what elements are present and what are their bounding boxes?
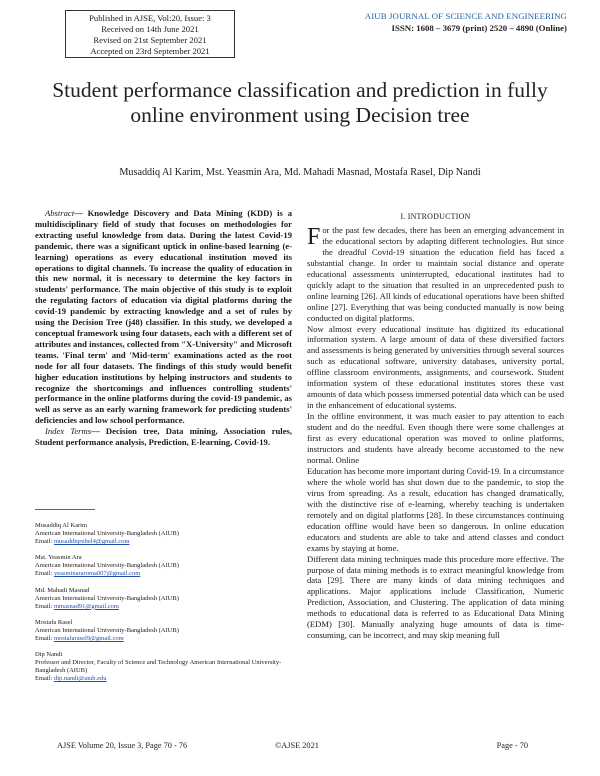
index-terms-label: Index Terms xyxy=(45,426,92,437)
abstract-section xyxy=(35,208,292,448)
affiliation-entry: Md. Mahadi Masnad American International University-Bangladesh (AIUB) Email: mmasnad91@gmail.com xyxy=(35,587,292,611)
affiliation-org: American International University-Bangladesh (AIUB) xyxy=(35,594,179,602)
affiliation-org: Professor and Director, Faculty of Science and Technology American International University-Bangladesh (AIUB) xyxy=(35,659,282,675)
intro-paragraph: Different data mining techniques made this procedure more effective. The purpose of data mining methods is to extract meaningful knowledge from data [29]. There are many kinds of data mining techniques and applications. Major applications include Classification, Numeric Prediction, Association, and Clustering. The application of data mining methods to educational data is referred to as Educational Data Mining (EDM) [30]. Manually analyzing huge amounts of data is time-consuming, can be incorrect, and may skip meaning full xyxy=(307,553,564,641)
index-terms-text: — Decision tree, Data mining, Association rules, Student performance analysis, Prediction, E-learning, Covid-19. xyxy=(35,426,293,448)
footer-volume: AJSE Volume 20, Issue 3, Page 70 - 76 xyxy=(57,741,188,750)
journal-header xyxy=(365,11,567,34)
intro-paragraph: Education has become more important during Covid-19. In a circumstance where the whole world has shut down due to the pandemic, to stop the virus from spreading. As a result, education has changed dramatically, with the distinctive rise of e-learning, whereby teaching is undertaken remotely and on digital platforms [28]. In these circumstances continuing education offline would have been so dangerous. In online education educators and students are able to take and attend classes and conduct exams by staying at home. xyxy=(307,465,564,553)
abstract-label: Abstract xyxy=(45,208,75,218)
journal-name: AIUB JOURNAL OF SCIENCE AND ENGINEERING xyxy=(364,11,567,21)
introduction-section xyxy=(307,212,564,641)
affiliation-entry: Mst. Yeasmin Ara American International University-Bangladesh (AIUB) Email: yeasminararoma007@gmail.com xyxy=(35,554,292,578)
affiliation-entry: Dip Nandi Professor and Director, Faculty of Science and Technology American International University-Bangladesh (AIUB) Email: dip.nandi@aiub.edu xyxy=(35,651,292,683)
affiliation-org: American International University-Bangladesh (AIUB) xyxy=(35,530,179,538)
email-link[interactable]: dip.nandi@aiub.edu xyxy=(53,675,107,683)
affiliation-name: Mostafa Rasel xyxy=(35,618,73,626)
intro-paragraph: For the past few decades, there has been an emerging advancement in the educational sectors by adapting different technologies. But since the dreadful Covid-19 situation the education field has faced a substantial change. In order to maintain social distance and operate educational assessments uninterrupted, educational institutes had to quickly adapt to the situation that resulted in an unprecedented push to online learning [26]. All kinds of educational operations have been shifted online [27]. Everything that was being conducted manually is now being conducted on digital platforms. xyxy=(307,223,564,323)
affiliation-divider xyxy=(35,509,95,510)
index-terms-paragraph xyxy=(35,426,292,448)
affiliation-entry: Mostafa Rasel American International University-Bangladesh (AIUB) Email: mostafarasel9@gmail.com xyxy=(35,619,292,643)
affiliation-org: American International University-Bangladesh (AIUB) xyxy=(35,562,179,570)
email-link[interactable]: yeasminararoma007@gmail.com xyxy=(53,570,141,578)
affiliation-name: Md. Mahadi Masnad xyxy=(35,586,90,594)
abstract-paragraph xyxy=(35,208,292,426)
accepted-date: Accepted on 23rd September 2021 xyxy=(90,46,210,56)
received-date: Received on 14th June 2021 xyxy=(101,24,199,34)
affiliation-entry: Musaddiq Al Karim American International University-Bangladesh (AIUB) Email: musaddiqrubel4@gmail.com xyxy=(35,522,292,546)
intro-paragraph: In the offline environment, it was much easier to pay attention to each student and do the needful. Even though there were some challenges at first as every educational operation was moved to online platforms, instructors and students have already become accustomed to the new normal. Online xyxy=(307,411,564,465)
abstract-text: — Knowledge Discovery and Data Mining (KDD) is a multidisciplinary field of study that focuses on methodologies for extracting useful knowledge from data. During the latest Covid-19 pandemic, there was a significant uptick in online-based learning (e-learning) operations as every educational institution moved its operations to digital channels. To increase the quality of education in this new normal, it is necessary to determine the key factors in students' performance. The main objective of this study is to exploit the regulating factors of education via digital platforms during the covid-19 pandemic by extracting knowledge and a set of rules by using the Decision Tree (j48) classifier. In this study, we developed a conceptual framework using four datasets, each with a different set of attributes and instances, collected from "X-University" and Microsoft teams. 'Final term' and 'Mid-term' examinations acted as the root node for all four datasets. The findings of this study would benefit higher education institutions by helping instructors and students to recognize the shortcomings and influences controlling students' performance in the online platforms during the covid-19 pandemic, as well as serve as an early warning framework for predicting students' deficiencies and low school performance. xyxy=(35,208,292,426)
footer-page: Page - 70 xyxy=(496,741,528,750)
intro-paragraph: Now almost every educational institute has digitized its educational information system. A large amount of data of these diversified factors and assessments is being generated by universities through several sources such as educational software, university databases, university portal, offline classroom environments, assignments, and coursework. Student information system of these educational institutes stores these vast amounts of data which possess immersed potential data which can be used in the enhancement of educational systems. xyxy=(307,323,564,411)
paper-title: Student performance classification and prediction in fully online environment using Decision tree xyxy=(52,78,548,127)
email-link[interactable]: mostafarasel9@gmail.com xyxy=(53,635,124,643)
affiliation-org: American International University-Bangladesh (AIUB) xyxy=(35,626,179,634)
journal-issn: ISSN: 1608 – 3679 (print) 2520 – 4890 (Online) xyxy=(391,22,567,33)
footer-copyright: ©AJSE 2021 xyxy=(275,741,319,750)
affiliation-name: Dip Nandi xyxy=(35,651,63,659)
email-link[interactable]: musaddiqrubel4@gmail.com xyxy=(53,538,130,546)
email-link[interactable]: mmasnad91@gmail.com xyxy=(53,602,119,610)
drop-cap: F xyxy=(307,223,321,250)
author-list: Musaddiq Al Karim, Mst. Yeasmin Ara, Md. Mahadi Masnad, Mostafa Rasel, Dip Nandi xyxy=(119,167,481,178)
affiliations xyxy=(35,522,292,684)
affiliation-name: Mst. Yeasmin Ara xyxy=(35,554,82,562)
publication-line: Published in AJSE, Vol:20, Issue: 3 xyxy=(89,13,211,23)
section-heading: I. INTRODUCTION xyxy=(400,212,471,221)
revised-date: Revised on 21st September 2021 xyxy=(93,35,207,45)
publication-info-box xyxy=(65,10,235,58)
affiliation-name: Musaddiq Al Karim xyxy=(35,522,87,529)
